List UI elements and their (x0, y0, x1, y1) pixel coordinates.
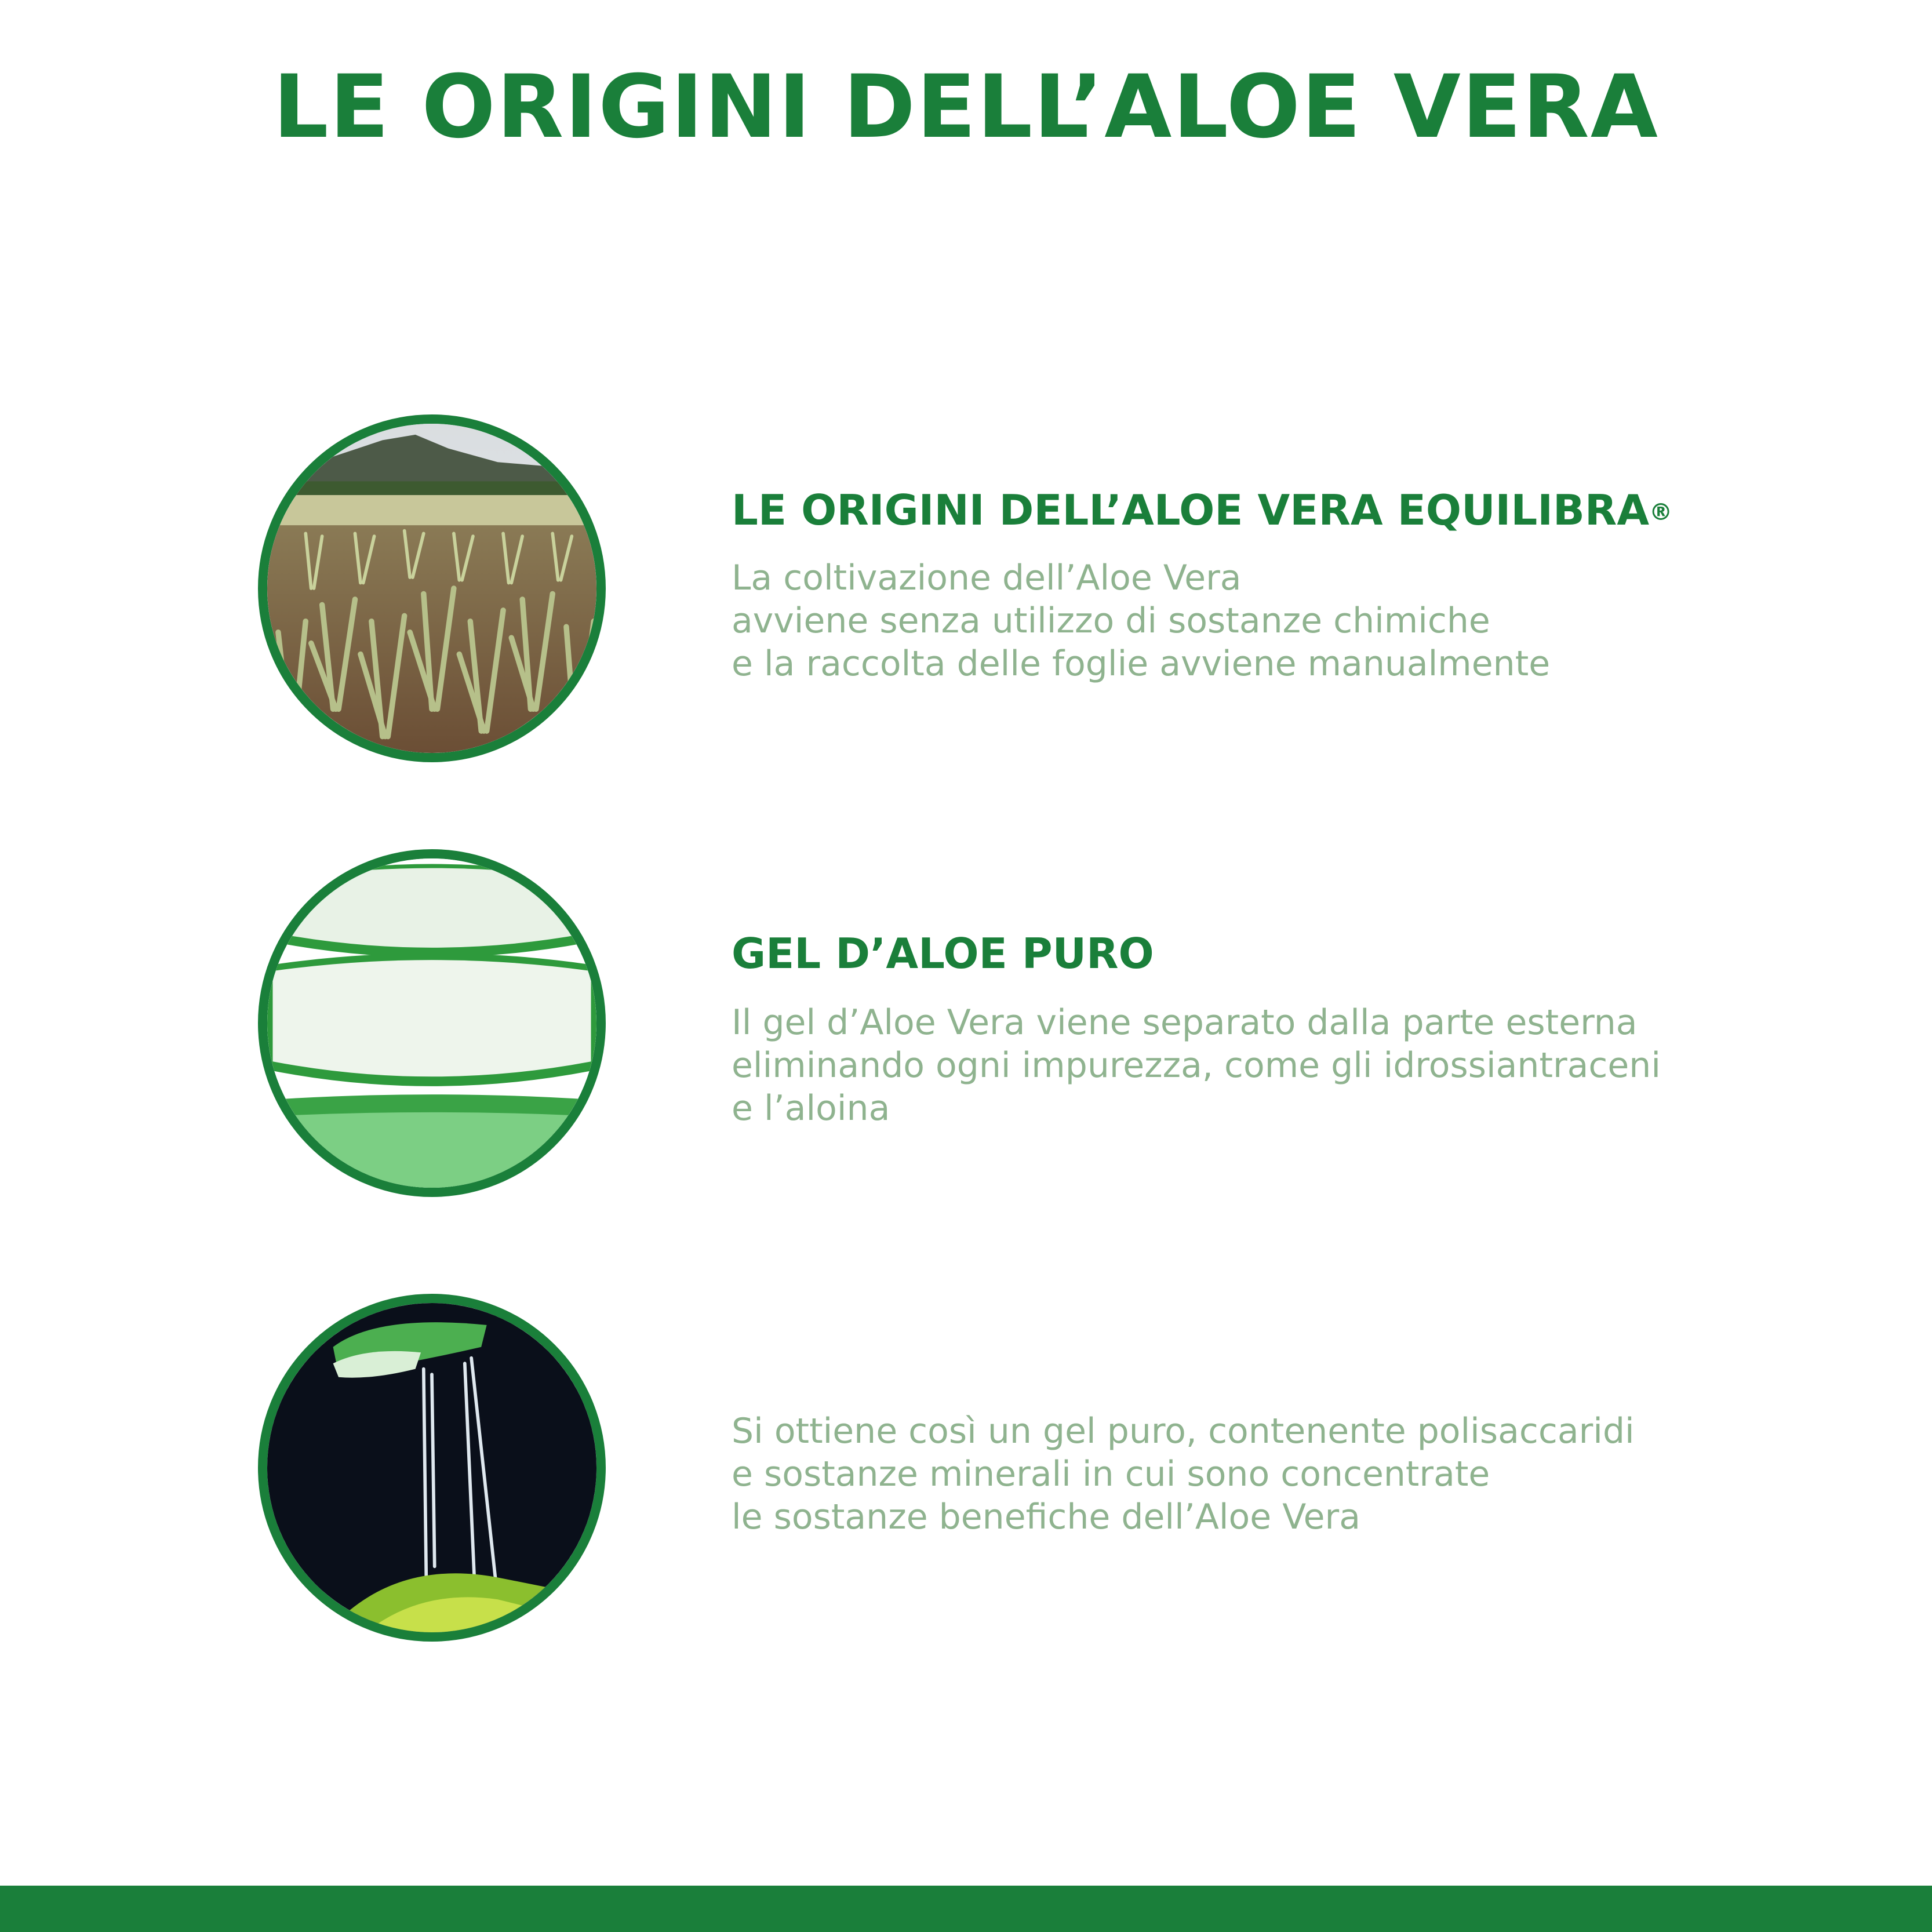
text-line: eliminando ogni impurezza, come gli idrossiantraceni (732, 1045, 1661, 1086)
text-line: avviene senza utilizzo di sostanze chimiche (732, 601, 1490, 641)
section-text-gel (732, 1001, 1661, 1130)
registered-mark: ® (1649, 499, 1673, 526)
footer-bar (0, 1886, 1932, 1932)
section-title-origins: LE ORIGINI DELL’ALOE VERA EQUILIBRA® (732, 486, 1673, 534)
page-title: LE ORIGINI DELL’ALOE VERA (273, 57, 1659, 158)
aloe-field-image (258, 414, 606, 762)
aloe-gel-drip-image (258, 1294, 606, 1642)
text-line: e l’aloina (732, 1088, 890, 1129)
text-line: e sostanze minerali in cui sono concentrate (732, 1454, 1490, 1494)
text-line: Il gel d’Aloe Vera viene separato dalla parte esterna (732, 1002, 1638, 1043)
text-line: La coltivazione dell’Aloe Vera (732, 558, 1242, 598)
aloe-slices-image (258, 849, 606, 1197)
text-line: le sostanze benefiche dell’Aloe Vera (732, 1497, 1360, 1537)
text-line: Si ottiene così un gel puro, contenente polisaccaridi (732, 1411, 1635, 1451)
text-line: e la raccolta delle foglie avviene manualmente (732, 643, 1551, 684)
section-text-pure-gel (732, 1410, 1635, 1538)
section-text-origins (732, 556, 1550, 685)
section-title-gel: GEL D’ALOE PURO (732, 929, 1154, 978)
